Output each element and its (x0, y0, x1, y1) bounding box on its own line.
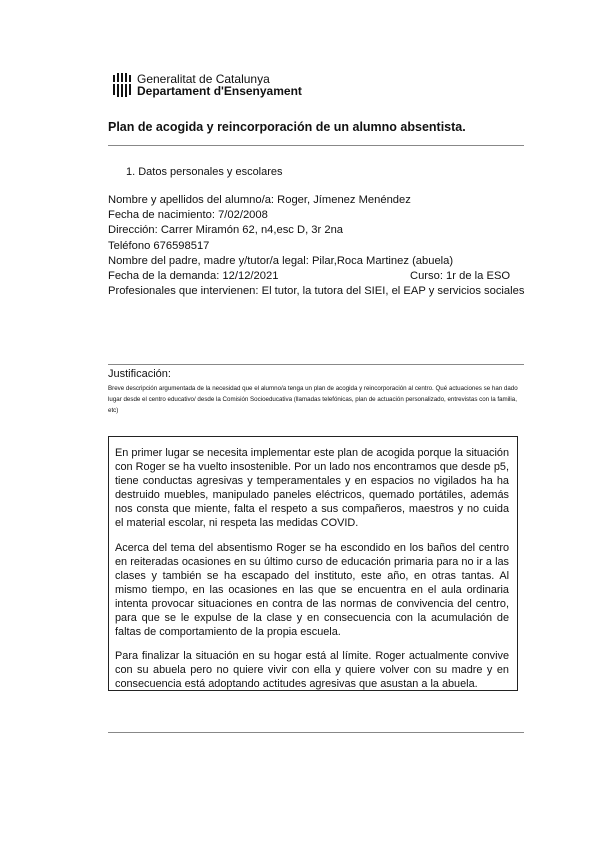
paragraph-3: Para finalizar la situación en su hogar está al límite. Roger actualmente convive con su abuela pero no quiere vivir con ella y quiere volver con su madre y en consecuencia está adoptando actitudes agresivas que asustan a la abuela. (115, 650, 509, 691)
divider (108, 145, 524, 146)
field-nacimiento: Fecha de nacimiento: 7/02/2008 (108, 209, 268, 222)
field-demanda: Fecha de la demanda: 12/12/2021 (108, 270, 279, 283)
personal-data (108, 193, 524, 299)
justificacion-box (108, 436, 518, 691)
field-demanda-row (108, 269, 524, 284)
document-title: Plan de acogida y reincorporación de un alumno absentista. (108, 120, 466, 134)
generalitat-logo-icon (113, 73, 131, 97)
field-direccion: Dirección: Carrer Miramón 62, n4,esc D, 3r 2na (108, 224, 344, 237)
divider (108, 732, 524, 733)
justificacion-label: Justificación: (108, 368, 171, 380)
field-telefono: Teléfono 676598517 (108, 239, 210, 252)
field-curso: Curso: 1r de la ESO (410, 270, 511, 283)
header-logo (113, 73, 302, 97)
field-tutor: Nombre del padre, madre y/tutor/a legal: Pilar,Roca Martinez (abuela) (108, 254, 454, 267)
paragraph-2: Acerca del tema del absentismo Roger se ha escondido en los baños del centro en reiteradas ocasiones en su último curso de educación primaria para no ir a las clases y también se ha escapado del instituto, este año, en otras tantas. Al mismo tiempo, en las ocasiones en las que se encuentra en el aula ordinaria intenta provocar situaciones en contra de las normas de convivencia del centro, para que se le expulse de la clase y en consecuencia con la acumulación de faltas de comportamiento de la propia escuela. (115, 541, 509, 639)
paragraph-1: En primer lugar se necesita implementar este plan de acogida porque la situación con Roger se ha vuelto insostenible. Por un lado nos encontramos que desde p5, tiene conductas agresivas y temperamentales y en espacios no vigilados ha ha destruido muebles, manipulado paneles eléctricos, quemado portátiles, además nos consta que miente, falta el respeto a sus compañeros, maestros y no cuida el material escolar, ni respeta las medidas COVID. (115, 447, 509, 530)
field-profesionales: Profesionales que intervienen: El tutor, la tutora del SIEI, el EAP y servicios sociales (108, 285, 525, 298)
section-heading: 1. Datos personales y escolares (126, 166, 283, 178)
field-nombre: Nombre y apellidos del alumno/a: Roger, Jímenez Menéndez (108, 194, 411, 206)
org-line-2: Departament d'Ensenyament (137, 84, 302, 98)
org-line-1: Generalitat de Catalunya (137, 72, 270, 86)
justificacion-description: Breve descripción argumentada de la necesidad que el alumno/a tenga un plan de acogida y reincorporación al centro. Qué actuaciones se han dado lugar desde el centro educativo/ desde la Comisión Socioeducativa (llamadas telefónicas, plan de actuación personalizado, entrevistas con la familia, etc) (108, 385, 518, 414)
divider (108, 364, 524, 365)
